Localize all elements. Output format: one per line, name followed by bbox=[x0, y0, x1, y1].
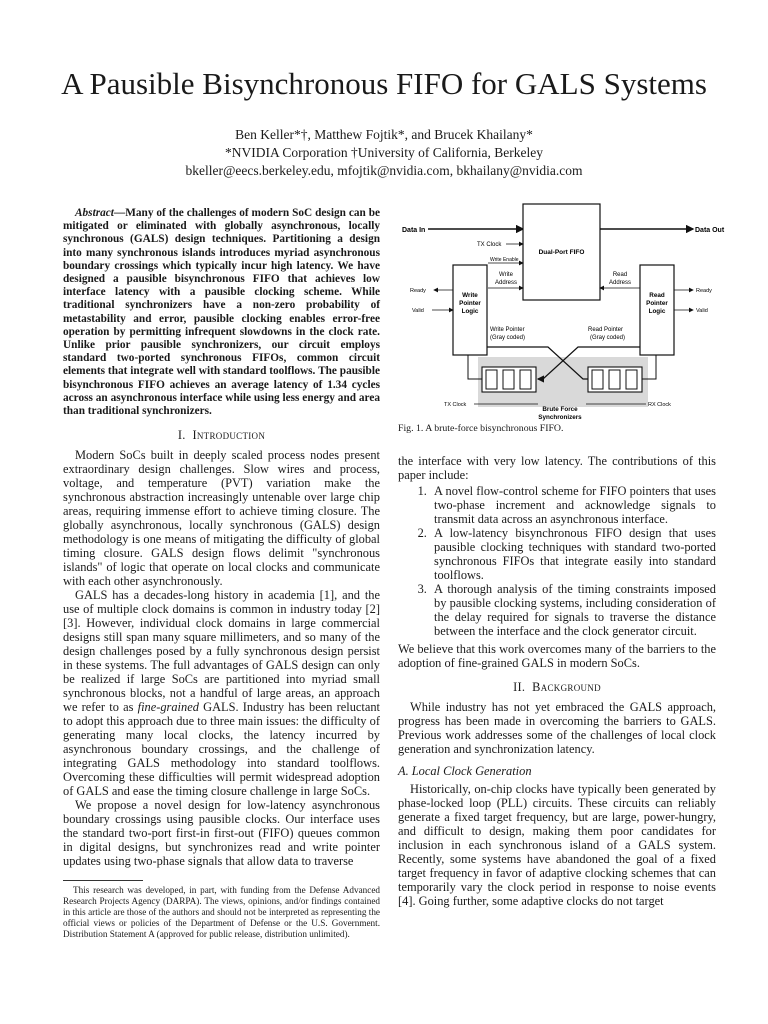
write-address-label: Write bbox=[499, 272, 513, 278]
abstract bbox=[63, 207, 380, 418]
read-address-label: Read bbox=[612, 272, 628, 278]
paragraph: We propose a novel design for low-latency asynchronous boundary crossings using pausible clocks. Our interface uses the standard two-port first-in first-out (FIFO) queues common in digital designs, but synchronizes read and write pointer updates using two-phase signals that allow data to traverse bbox=[63, 798, 380, 869]
fifo-diagram bbox=[398, 207, 725, 422]
footnote: This research was developed, in part, with funding from the Defense Advanced Research Projects Agency (DARPA). The views, opinions, and/or findings contained in this article are those of the authors and should not be interpreted as representing the official views or policies of the Department of Defense or the U.S. Government. Distribution Statement A (approved for public release, distribution unlimited). bbox=[63, 885, 380, 940]
author-emails: bkeller@eecs.berkeley.edu, mfojtik@nvidia.com, bkhailany@nvidia.com bbox=[185, 163, 583, 178]
valid-right-label: Valid bbox=[696, 308, 708, 314]
author-affiliations: *NVIDIA Corporation †University of California, Berkeley bbox=[225, 145, 543, 160]
ready-right-label: Ready bbox=[696, 288, 712, 294]
read-address-label: Address bbox=[608, 280, 632, 286]
data-in-label: Data In bbox=[402, 227, 426, 234]
read-pointer-logic-label: Logic bbox=[648, 308, 666, 315]
write-address-label: Address bbox=[494, 280, 518, 286]
section-heading-background bbox=[398, 680, 716, 694]
paper-title: A Pausible Bisynchronous FIFO for GALS Systems bbox=[61, 66, 707, 101]
write-pointer-logic-label: Logic bbox=[461, 308, 479, 315]
ready-left-label: Ready bbox=[410, 288, 426, 294]
footnote-divider bbox=[63, 880, 143, 881]
read-pointer-label: Read Pointer bbox=[588, 327, 624, 333]
abstract-text: —Many of the challenges of modern SoC design can be mitigated or eliminated with globally asynchronous, locally synchronous (GALS) design techniques. Partitioning a design into many synchronous islands introduces myriad asynchronous boundary crossings which typically incur high latency. We have designed a pausible bisynchronous FIFO that achieves low interface latency with a pausible clocking scheme. While traditional synchronizers have a non-zero probability of metastability and error, pausible clocking enables error-free operation by permitting infrequent slowdowns in the clock rate. Unlike prior pausible synchronizers, our circuit employs standard two-ported synchronous FIFOs, common circuit elements that integrate well with standard toolflows. The pausible bisynchronous FIFO achieves an average latency of 1.34 cycles across an asynchronous interface while using less energy and area than traditional synchronizers. bbox=[63, 207, 380, 418]
data-out-label: Data Out bbox=[695, 227, 725, 234]
paragraph bbox=[63, 588, 380, 798]
fifo-label: Dual-Port FIFO bbox=[538, 249, 585, 256]
list-item: 3. A thorough analysis of the timing constraints imposed by pausible clocking systems, including consideration of the delay required for signals to traverse the distance between the interface and the clock generator circuit. bbox=[430, 582, 716, 638]
read-pointer-logic-label: Pointer bbox=[646, 300, 668, 307]
write-enable-label: Write Enable bbox=[490, 257, 519, 263]
tx-clock-in-label: TX Clock bbox=[477, 242, 502, 248]
tx-clock-label: TX Clock bbox=[444, 402, 467, 408]
paragraph: Modern SoCs built in deeply scaled process nodes present extraordinary design challenges. Slow wires and process, voltage, and temperature (PVT) variation make the synchronous abstraction increasingly untenable over large chip areas, requiring immense effort to achieve timing closure. The globally asynchronous, locally synchronous (GALS) design methodology is one means of mitigating the difficulty of global timing closure. GALS design flows delimit "synchronous islands" of logic that operate on local clocks and communicate with each other asynchronously. bbox=[63, 448, 380, 589]
section-title: Background bbox=[532, 680, 601, 694]
paragraph-text: GALS. Industry has been reluctant to adopt this approach due to three main issues: the difficulty of generating many local clocks, the latency incurred by asynchronous boundary crossings, and the challenge of integrating GALS methodology into standard toolflows. Overcoming these difficulties will permit widespread adoption of GALS and ease the timing closure challenge in large SoCs. bbox=[63, 700, 380, 799]
paragraph-text: GALS has a decades-long history in academia [1], and the use of multiple clock domains is common in industry today [2] [3]. However, individual clock domains in large commercial designs still span many square millimeters, and so many of the design challenges posed by a fully synchronous design persist in these systems. The full advantages of GALS design can only be realized if large SoCs are partitioned into myriad small synchronous blocks, not a handful of large areas, an approach we refer to as bbox=[63, 588, 380, 715]
write-pointer-label: (Gray coded) bbox=[490, 335, 526, 341]
figure-caption: Fig. 1. A brute-force bisynchronous FIFO. bbox=[398, 423, 564, 434]
write-pointer-logic-label: Write bbox=[462, 292, 478, 299]
synchronizer-label: Brute Force bbox=[542, 406, 578, 413]
valid-left-label: Valid bbox=[412, 308, 424, 314]
section-number: I. bbox=[177, 428, 186, 443]
right-column bbox=[398, 207, 725, 908]
list-item: 2. A low-latency bisynchronous FIFO design that uses pausible clocking techniques with standard two-ported synchronous FIFOs that integrate easily into standard toolflows. bbox=[430, 526, 716, 582]
contributions-list bbox=[398, 484, 716, 638]
paragraph: While industry has not yet embraced the GALS approach, progress has been made in overcoming the barriers to GALS. Previous work addresses some of the challenges of local clock generation and synchronization latency. bbox=[398, 700, 716, 756]
write-pointer-logic-label: Pointer bbox=[459, 300, 481, 307]
read-pointer-label: (Gray coded) bbox=[590, 335, 626, 341]
paragraph: Historically, on-chip clocks have typically been generated by phase-locked loop (PLL) circuits. These circuits can reliably generate a fixed target frequency, but are large, power-hungry, and difficult to design, making them poor candidates for inclusion in each synchronous island of a GALS system. Recently, some systems have abandoned the goal of a fixed target frequency in favor of adaptive clocking schemes that can temporarily vary the clock period in response to noise events [4]. Going further, some adaptive clocks do not target bbox=[398, 782, 716, 908]
write-pointer-label: Write Pointer bbox=[490, 327, 525, 333]
emphasis-text: fine-grained bbox=[137, 700, 199, 715]
section-title: Introduction bbox=[192, 428, 266, 443]
figure-1 bbox=[398, 207, 725, 421]
synchronizer-label: Synchronizers bbox=[538, 414, 582, 421]
paragraph: the interface with very low latency. The contributions of this paper include: bbox=[398, 454, 716, 482]
rx-clock-label: RX Clock bbox=[648, 402, 671, 408]
author-block bbox=[0, 126, 768, 180]
subsection-heading: A. Local Clock Generation bbox=[398, 764, 532, 778]
section-number: II. bbox=[513, 680, 526, 694]
left-column bbox=[63, 207, 380, 940]
author-names: Ben Keller*†, Matthew Fojtik*, and Brucek Khailany* bbox=[235, 127, 533, 142]
section-heading-introduction bbox=[63, 428, 380, 442]
list-item: 1. A novel flow-control scheme for FIFO pointers that uses two-phase increment and acknowledge signals to transmit data across an asynchronous interface. bbox=[430, 484, 716, 526]
abstract-label: Abstract bbox=[75, 207, 114, 219]
paragraph: We believe that this work overcomes many of the barriers to the adoption of fine-grained GALS in modern SoCs. bbox=[398, 642, 716, 670]
read-pointer-logic-label: Read bbox=[649, 292, 665, 299]
